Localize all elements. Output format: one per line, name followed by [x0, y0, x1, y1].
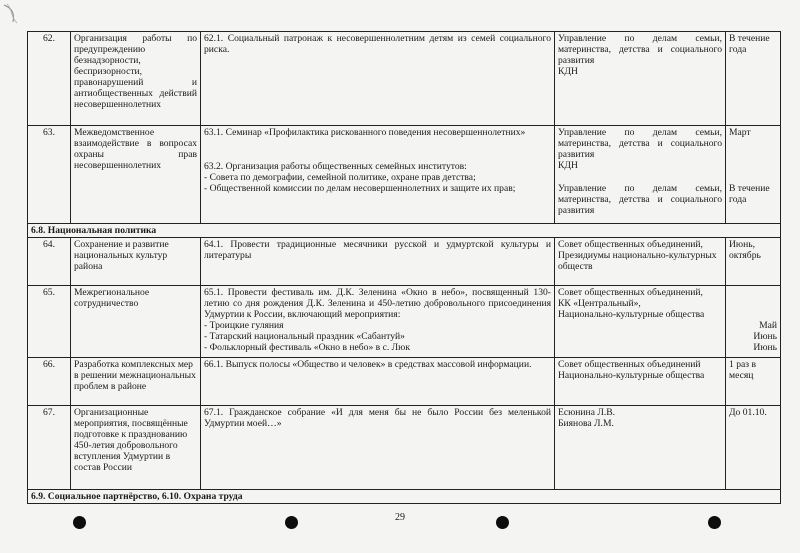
- responsible-cell: [555, 238, 726, 286]
- measure-item: 65.1. Провести фестиваль им. Д.К. Зеленина «Окно в небо», посвященный 130-летию со дня рождения Д.К. Зеленина и 450-летию добровольного присоединения Удмуртии к России, включающий мероприятия:: [204, 287, 551, 320]
- measures-cell: [201, 286, 555, 358]
- row-number: 63.: [28, 126, 71, 224]
- responsible-item: Управление по делам семьи, материнства, детства и социального развития: [558, 127, 722, 160]
- timing-cell: Июнь, октябрь: [726, 238, 781, 286]
- responsible-item: Биянова Л.М.: [558, 418, 614, 429]
- row-number: 64.: [28, 238, 71, 286]
- measure-item: 62.1. Социальный патронаж к несовершеннолетним детям из семей социального риска.: [204, 33, 551, 55]
- activity-cell: Межведомственное взаимодействие в вопросах охраны прав несовершеннолетних: [71, 126, 201, 224]
- responsible-item: КДН: [558, 160, 578, 171]
- section-heading: 6.8. Национальная политика: [28, 224, 781, 238]
- row-number: 66.: [28, 358, 71, 406]
- table-row: [28, 126, 781, 224]
- responsible-item: Национально-культурные общества: [558, 309, 705, 320]
- responsible-cell: [555, 286, 726, 358]
- activity-cell: Межрегиональное сотрудничество: [71, 286, 201, 358]
- section-heading: 6.9. Социальное партнёрство, 6.10. Охрана труда: [28, 490, 781, 504]
- row-number: 65.: [28, 286, 71, 358]
- responsible-item: Совет общественных объединений, Президиумы национально-культурных обществ: [558, 239, 717, 272]
- row-number: 62.: [28, 32, 71, 126]
- responsible-item: Управление по делам семьи, материнства, детства и социального развития: [558, 33, 722, 66]
- responsible-item: Совет общественных объединений,: [558, 287, 703, 298]
- timing-item: Июнь: [753, 342, 777, 353]
- responsible-item: Есюнина Л.В.: [558, 407, 616, 418]
- timing-item: Март: [729, 127, 751, 138]
- responsible-item: КДН: [558, 66, 578, 77]
- timing-cell: До 01.10.: [726, 406, 781, 490]
- row-number: 67.: [28, 406, 71, 490]
- measure-item: - Троицкие гуляния: [204, 320, 284, 331]
- measures-cell: [201, 238, 555, 286]
- measure-item: 64.1. Провести традиционные месячники русской и удмуртской культуры и литературы: [204, 239, 551, 261]
- measure-item: 63.1. Семинар «Профилактика рискованного поведения несовершеннолетних»: [204, 127, 526, 138]
- measure-item: - Общественной комиссии по делам несовершеннолетних и защите их прав;: [204, 183, 516, 194]
- table-row: [28, 358, 781, 406]
- measures-cell: [201, 358, 555, 406]
- responsible-cell: [555, 358, 726, 406]
- measure-item: - Фольклорный фестиваль «Окно в небо» в с. Люк: [204, 342, 410, 353]
- measures-cell: [201, 126, 555, 224]
- activity-cell: Организационные мероприятия, посвящённые подготовке к празднованию 450-летия добровольного вступления Удмуртии в состав России: [71, 406, 201, 490]
- responsible-cell: [555, 406, 726, 490]
- measures-cell: [201, 406, 555, 490]
- measure-item: 63.2. Организация работы общественных семейных институтов:: [204, 161, 467, 172]
- timing-cell: В течение года: [726, 32, 781, 126]
- activity-cell: Разработка комплексных мер в решении межнациональных проблем в районе: [71, 358, 201, 406]
- punch-hole-icon: [73, 516, 86, 529]
- action-plan-table: [27, 31, 781, 504]
- table-row: [28, 238, 781, 286]
- page-number: 29: [395, 512, 405, 523]
- responsible-item: Совет общественных объединений: [558, 359, 701, 370]
- measure-item: 67.1. Гражданское собрание «И для меня бы не было России без меленькой Удмуртии моей…»: [204, 407, 551, 429]
- responsible-item: Национально-культурные общества: [558, 370, 705, 381]
- punch-hole-icon: [285, 516, 298, 529]
- section-heading-row: [28, 224, 781, 238]
- timing-item: Май: [759, 320, 777, 331]
- responsible-item: КК «Центральный»,: [558, 298, 641, 309]
- timing-cell: [726, 126, 781, 224]
- timing-cell: 1 раз в месяц: [726, 358, 781, 406]
- timing-item: В течение года: [729, 183, 770, 205]
- table-row: [28, 286, 781, 358]
- measure-item: - Совета по демографии, семейной политике, охране прав детства;: [204, 172, 476, 183]
- section-heading-row: [28, 490, 781, 504]
- measure-item: 66.1. Выпуск полосы «Общество и человек» в средствах массовой информации.: [204, 359, 532, 370]
- scanner-mark-icon: [1, 2, 21, 26]
- timing-cell: [726, 286, 781, 358]
- measures-cell: [201, 32, 555, 126]
- punch-hole-icon: [708, 516, 721, 529]
- responsible-item: Управление по делам семьи, материнства, детства и социального развития: [558, 183, 722, 216]
- timing-item: Июнь: [753, 331, 777, 342]
- activity-cell: Организация работы по предупреждению безнадзорности, беспризорности, правонарушений и антиобщественных действий несовершеннолетних: [71, 32, 201, 126]
- activity-cell: Сохранение и развитие национальных культур района: [71, 238, 201, 286]
- responsible-cell: [555, 126, 726, 224]
- table-row: [28, 32, 781, 126]
- punch-hole-icon: [496, 516, 509, 529]
- table-row: [28, 406, 781, 490]
- measure-item: - Татарский национальный праздник «Сабантуй»: [204, 331, 405, 342]
- responsible-cell: [555, 32, 726, 126]
